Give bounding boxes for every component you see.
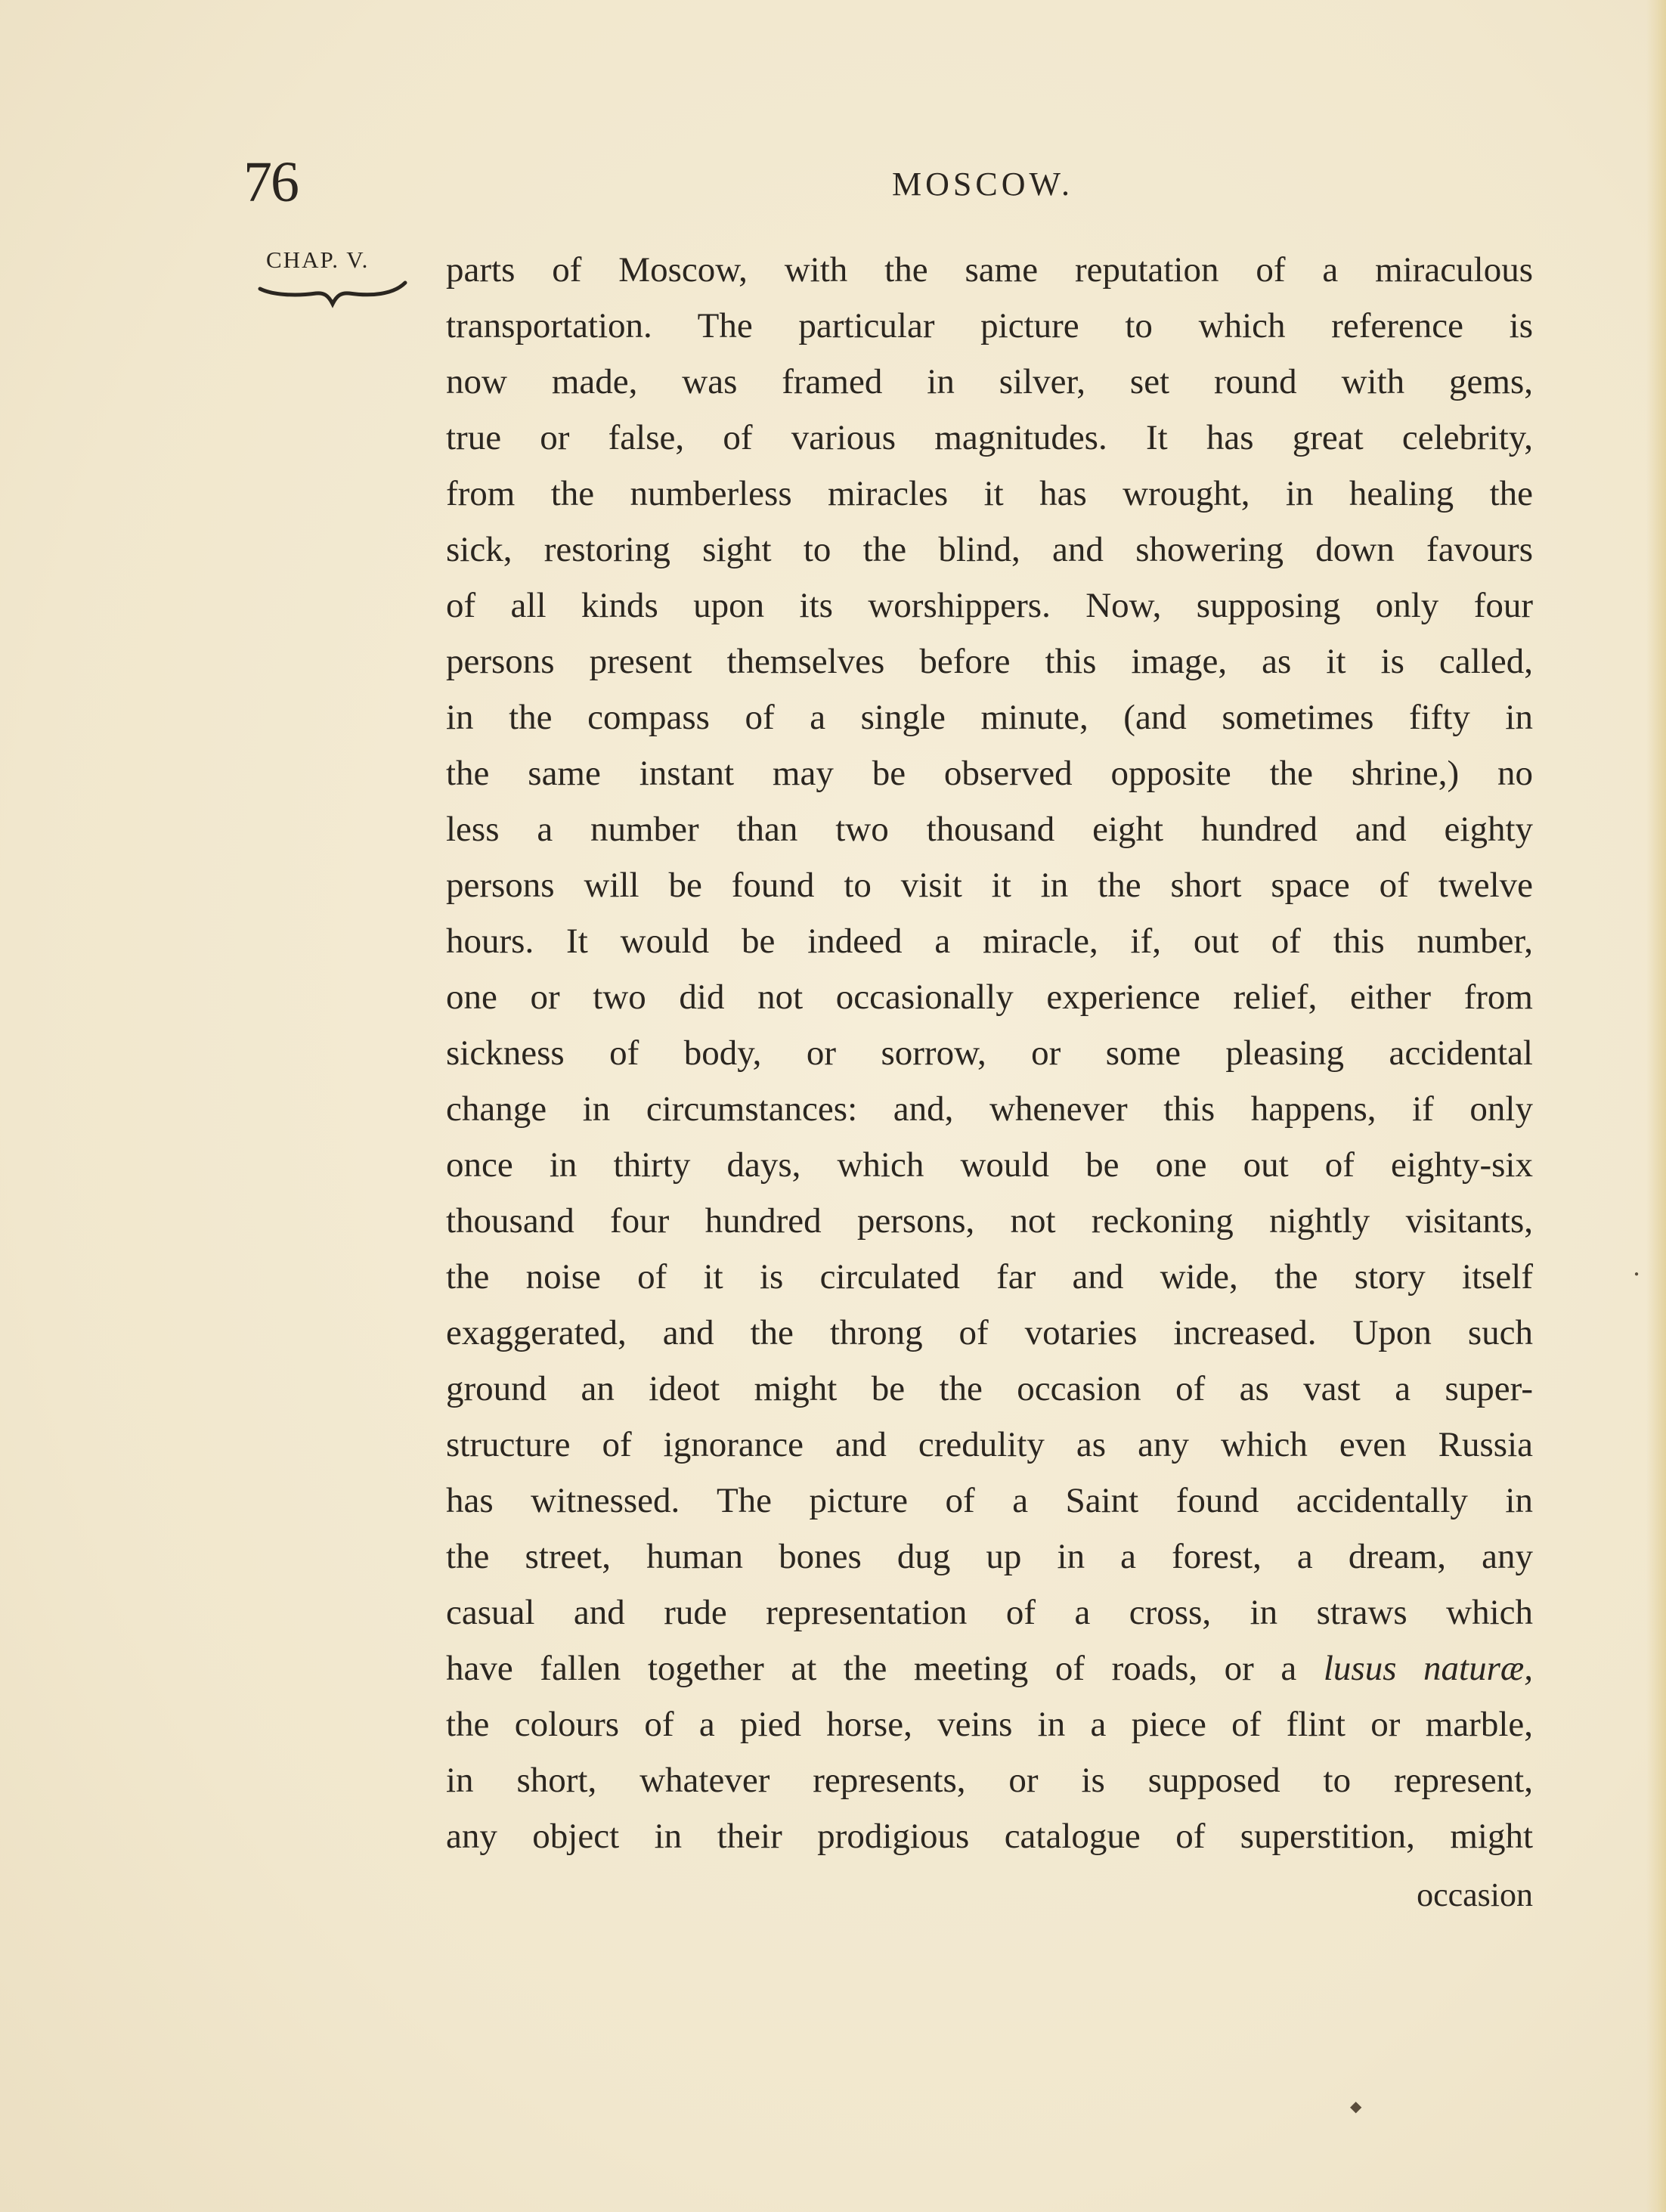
text-line: the colours of a pied horse, veins in a piece of flint or marble, [446, 1705, 1533, 1744]
body-text [446, 242, 1533, 1864]
text-line: less a number than two thousand eight hundred and eighty [446, 810, 1533, 849]
text-line: true or false, of various magnitudes. It has great celebrity, [446, 418, 1533, 457]
text-line: any object in their prodigious catalogue of superstition, might [446, 1817, 1533, 1856]
text-line: exaggerated, and the throng of votaries increased. Upon such [446, 1313, 1533, 1352]
text-line: sickness of body, or sorrow, or some pleasing accidental [446, 1033, 1533, 1073]
text-line: sick, restoring sight to the blind, and showering down favours [446, 530, 1533, 569]
text-line: from the numberless miracles it has wrought, in healing the [446, 474, 1533, 513]
text-line: the same instant may be observed opposite the shrine,) no [446, 754, 1533, 793]
ink-speck: ◆ [1350, 2099, 1362, 2115]
text-line: casual and rude representation of a cross, in straws which [446, 1593, 1533, 1632]
text-line-part: have fallen together at the meeting of roads, or a [446, 1649, 1297, 1688]
text-line: thousand four hundred persons, not reckoning nightly visitants, [446, 1201, 1533, 1241]
ink-speck: ● [1634, 1270, 1640, 1278]
page-edge-shadow [1646, 0, 1666, 2212]
italic-latin-phrase: lusus naturæ, [1323, 1649, 1533, 1688]
catchword: occasion [1417, 1876, 1533, 1913]
text-line: transportation. The particular picture to which reference is [446, 306, 1533, 345]
page-number: 76 [243, 150, 298, 214]
text-line: hours. It would be indeed a miracle, if, out of this number, [446, 922, 1533, 961]
text-line: structure of ignorance and credulity as any which even Russia [446, 1425, 1533, 1464]
text-line: change in circumstances: and, whenever this happens, if only [446, 1089, 1533, 1129]
text-line: now made, was framed in silver, set round with gems, [446, 362, 1533, 401]
text-line: in short, whatever represents, or is supposed to represent, [446, 1761, 1533, 1800]
text-line: has witnessed. The picture of a Saint found accidentally in [446, 1481, 1533, 1520]
text-line: in the compass of a single minute, (and sometimes fifty in [446, 698, 1533, 737]
text-line: one or two did not occasionally experience relief, either from [446, 977, 1533, 1017]
text-line: of all kinds upon its worshippers. Now, supposing only four [446, 586, 1533, 625]
text-line: persons will be found to visit it in the short space of twelve [446, 866, 1533, 905]
text-line: the noise of it is circulated far and wide, the story itself [446, 1257, 1533, 1297]
running-title: MOSCOW. [892, 166, 1073, 203]
text-line: persons present themselves before this image, as it is called, [446, 642, 1533, 681]
text-line: the street, human bones dug up in a forest, a dream, any [446, 1537, 1533, 1576]
brace-ornament-icon [257, 278, 408, 308]
text-line: once in thirty days, which would be one out of eighty-six [446, 1145, 1533, 1185]
chapter-marginal-note: CHAP. V. [266, 246, 370, 273]
text-line: parts of Moscow, with the same reputation of a miraculous [446, 250, 1533, 290]
text-line: ground an ideot might be the occasion of as vast a super- [446, 1369, 1533, 1408]
text-line-with-italic [446, 1640, 1533, 1696]
